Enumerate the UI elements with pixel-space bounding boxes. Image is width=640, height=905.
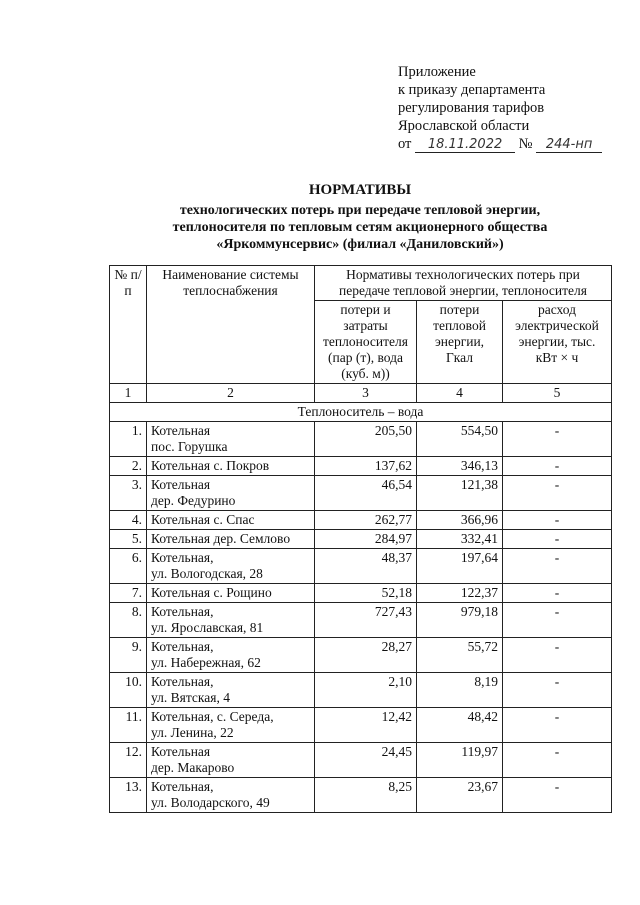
table-row: [110, 549, 612, 584]
coolant-loss-value: 262,77: [315, 511, 417, 530]
electricity-value: -: [503, 511, 612, 530]
header-no: № п/п: [110, 266, 147, 384]
coolant-loss-value: 46,54: [315, 476, 417, 511]
coolant-loss-value: 48,37: [315, 549, 417, 584]
row-number: 2.: [110, 457, 147, 476]
index-cell: 4: [417, 384, 503, 403]
system-name-line: Котельная дер. Семлово: [151, 531, 291, 546]
system-name-line: ул. Ярославская, 81: [151, 620, 264, 635]
coolant-loss-value: 28,27: [315, 638, 417, 673]
section-title: Теплоноситель – вода: [110, 403, 612, 422]
electricity-value: -: [503, 457, 612, 476]
table-row: [110, 511, 612, 530]
system-name: [147, 422, 315, 457]
system-name: [147, 708, 315, 743]
system-name: [147, 778, 315, 813]
heat-loss-value: 554,50: [417, 422, 503, 457]
row-number: 12.: [110, 743, 147, 778]
system-name-line: дер. Макарово: [151, 760, 235, 775]
appendix-line: регулирования тарифов: [398, 100, 545, 116]
table-row: [110, 422, 612, 457]
header-col5: расход электрической энергии, тыс. кВт × ч: [503, 301, 612, 384]
system-name-line: пос. Горушка: [151, 439, 228, 454]
system-name: [147, 476, 315, 511]
system-name-line: Котельная,: [151, 604, 214, 619]
index-cell: 2: [147, 384, 315, 403]
appendix-line: Ярославской области: [398, 118, 530, 134]
coolant-loss-value: 284,97: [315, 530, 417, 549]
system-name-line: ул. Вятская, 4: [151, 690, 230, 705]
heat-loss-value: 119,97: [417, 743, 503, 778]
norms-table: [109, 265, 612, 813]
system-name-line: Котельная,: [151, 550, 214, 565]
system-name: [147, 673, 315, 708]
appendix-block: [398, 63, 602, 153]
table-body: [110, 422, 612, 813]
title-line: технологических потерь при передаче тепловой энергии,: [179, 203, 541, 218]
system-name: [147, 638, 315, 673]
heat-loss-value: 979,18: [417, 603, 503, 638]
table-row: [110, 457, 612, 476]
system-name-line: дер. Федурино: [151, 493, 236, 508]
electricity-value: -: [503, 708, 612, 743]
heat-loss-value: 23,67: [417, 778, 503, 813]
index-cell: 5: [503, 384, 612, 403]
table-row: [110, 476, 612, 511]
system-name-line: Котельная,: [151, 674, 214, 689]
electricity-value: -: [503, 584, 612, 603]
system-name-line: ул. Володарского, 49: [151, 795, 270, 810]
table-row: [110, 778, 612, 813]
coolant-loss-value: 8,25: [315, 778, 417, 813]
electricity-value: -: [503, 638, 612, 673]
row-number: 11.: [110, 708, 147, 743]
table-row: [110, 530, 612, 549]
system-name: [147, 549, 315, 584]
system-name: [147, 511, 315, 530]
heat-loss-value: 197,64: [417, 549, 503, 584]
index-cell: 1: [110, 384, 147, 403]
electricity-value: -: [503, 743, 612, 778]
system-name: [147, 584, 315, 603]
coolant-loss-value: 52,18: [315, 584, 417, 603]
order-reference: [398, 135, 602, 153]
coolant-loss-value: 12,42: [315, 708, 417, 743]
system-name: [147, 743, 315, 778]
table-row: [110, 743, 612, 778]
title-line: «Яркоммунсервис» (филиал «Даниловский»): [216, 237, 504, 252]
system-name: [147, 530, 315, 549]
coolant-loss-value: 2,10: [315, 673, 417, 708]
header-system: Наименование системы теплоснабжения: [147, 266, 315, 384]
heat-loss-value: 366,96: [417, 511, 503, 530]
row-number: 7.: [110, 584, 147, 603]
title-main: НОРМАТИВЫ: [308, 182, 412, 198]
system-name-line: Котельная с. Покров: [151, 458, 270, 473]
row-number: 13.: [110, 778, 147, 813]
system-name: [147, 457, 315, 476]
table-row: [110, 673, 612, 708]
appendix-line: Приложение: [398, 64, 476, 80]
heat-loss-value: 121,38: [417, 476, 503, 511]
order-number: 244-нп: [536, 137, 602, 153]
electricity-value: -: [503, 422, 612, 457]
number-prefix: №: [518, 136, 533, 152]
coolant-loss-value: 137,62: [315, 457, 417, 476]
row-number: 10.: [110, 673, 147, 708]
row-number: 6.: [110, 549, 147, 584]
document-title: [100, 182, 620, 253]
table-row: [110, 603, 612, 638]
row-number: 5.: [110, 530, 147, 549]
heat-loss-value: 346,13: [417, 457, 503, 476]
order-date: 18.11.2022: [415, 137, 515, 153]
electricity-value: -: [503, 476, 612, 511]
row-number: 8.: [110, 603, 147, 638]
system-name: [147, 603, 315, 638]
system-name-line: Котельная с. Рощино: [151, 585, 272, 600]
section-row: [110, 403, 612, 422]
electricity-value: -: [503, 549, 612, 584]
header-col3: потери и затраты теплоносителя (пар (т), вода (куб. м)): [315, 301, 417, 384]
table-row: [110, 638, 612, 673]
date-prefix: от: [398, 136, 412, 152]
system-name-line: Котельная,: [151, 779, 214, 794]
heat-loss-value: 122,37: [417, 584, 503, 603]
row-number: 3.: [110, 476, 147, 511]
system-name-line: Котельная, с. Середа,: [151, 709, 274, 724]
heat-loss-value: 332,41: [417, 530, 503, 549]
index-row: [110, 384, 612, 403]
electricity-value: -: [503, 603, 612, 638]
coolant-loss-value: 205,50: [315, 422, 417, 457]
heat-loss-value: 55,72: [417, 638, 503, 673]
system-name-line: Котельная: [151, 477, 211, 492]
electricity-value: -: [503, 778, 612, 813]
table-row: [110, 708, 612, 743]
system-name-line: Котельная: [151, 744, 211, 759]
system-name-line: ул. Вологодская, 28: [151, 566, 263, 581]
system-name-line: ул. Ленина, 22: [151, 725, 234, 740]
system-name-line: ул. Набережная, 62: [151, 655, 261, 670]
coolant-loss-value: 727,43: [315, 603, 417, 638]
heat-loss-value: 48,42: [417, 708, 503, 743]
header-col4: потери тепловой энергии, Гкал: [417, 301, 503, 384]
row-number: 1.: [110, 422, 147, 457]
system-name-line: Котельная с. Спас: [151, 512, 255, 527]
header-norms: Нормативы технологических потерь при передаче тепловой энергии, теплоносителя: [315, 266, 612, 301]
table-row: [110, 584, 612, 603]
electricity-value: -: [503, 530, 612, 549]
row-number: 9.: [110, 638, 147, 673]
title-line: теплоносителя по тепловым сетям акционерного общества: [172, 220, 548, 235]
heat-loss-value: 8,19: [417, 673, 503, 708]
coolant-loss-value: 24,45: [315, 743, 417, 778]
system-name-line: Котельная: [151, 423, 211, 438]
index-cell: 3: [315, 384, 417, 403]
appendix-line: к приказу департамента: [398, 82, 546, 98]
system-name-line: Котельная,: [151, 639, 214, 654]
row-number: 4.: [110, 511, 147, 530]
electricity-value: -: [503, 673, 612, 708]
